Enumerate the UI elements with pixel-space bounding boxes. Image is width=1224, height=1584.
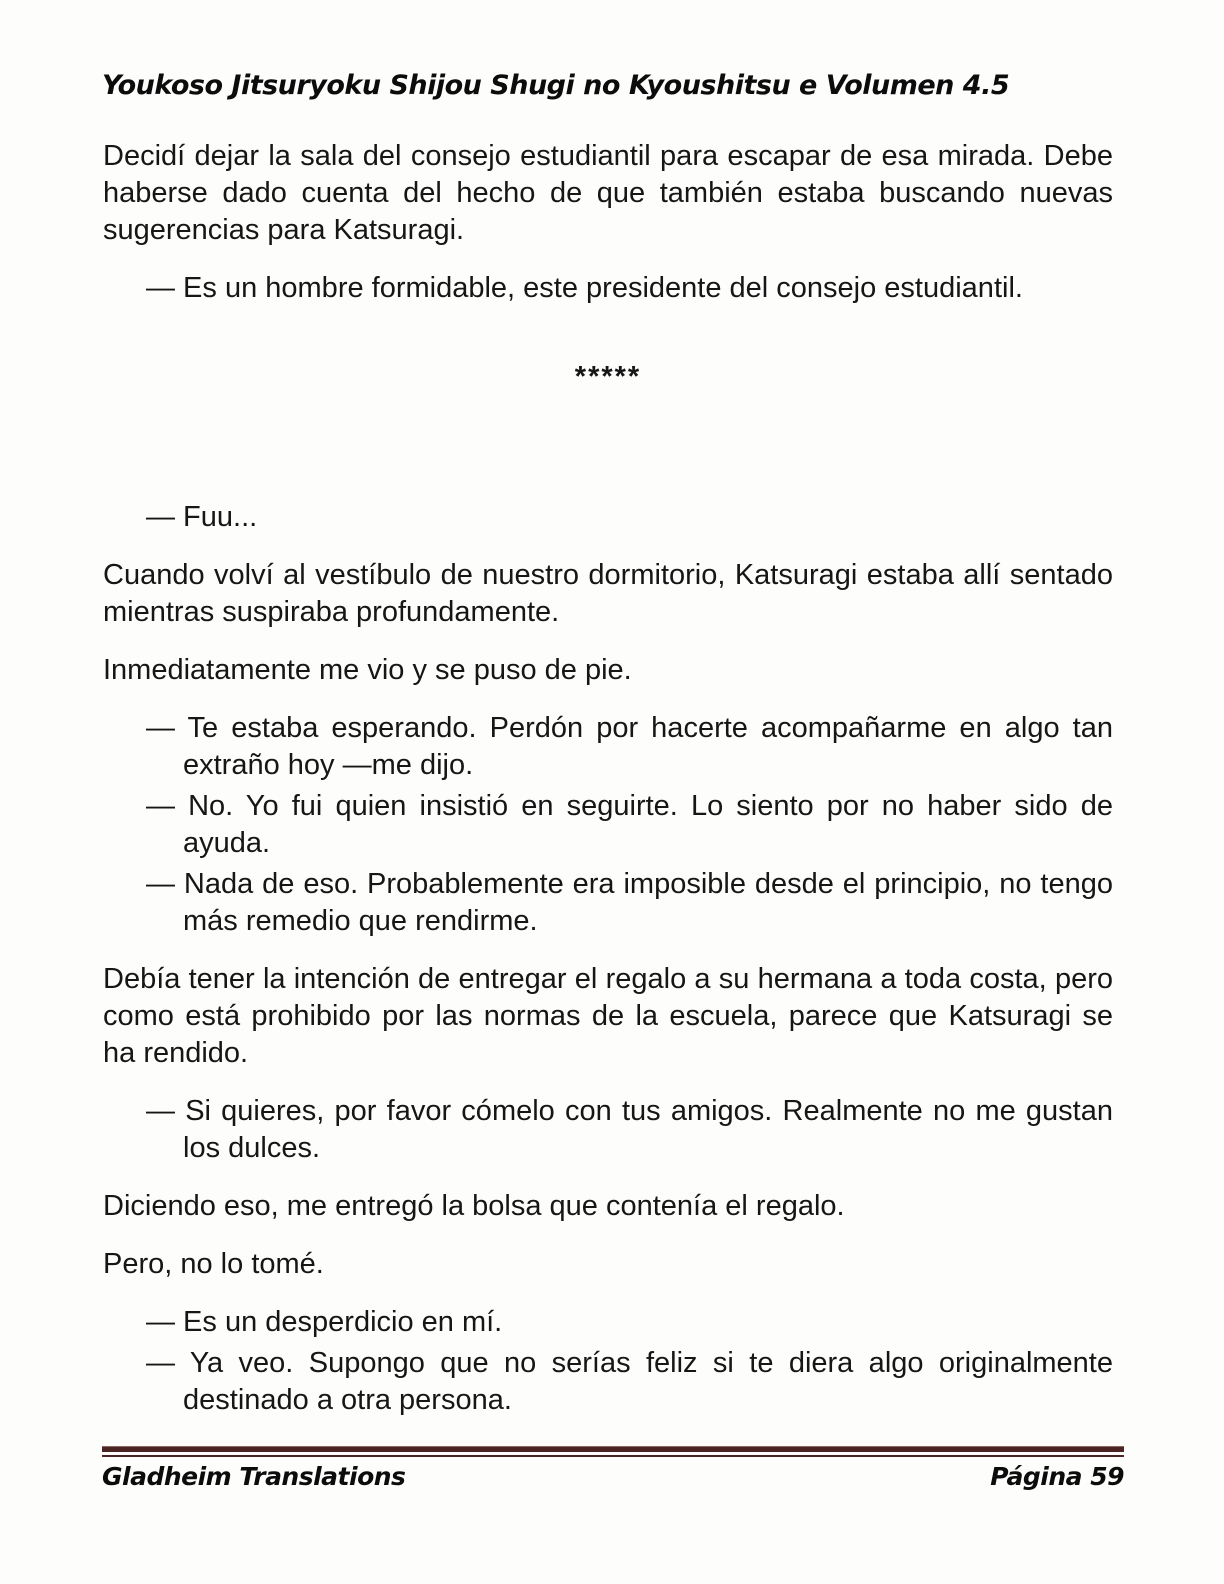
page-footer xyxy=(102,1446,1124,1491)
footer-translator: Gladheim Translations xyxy=(102,1462,406,1491)
dialogue-line: — Es un desperdicio en mí. xyxy=(146,1306,503,1338)
paragraph: Cuando volví al vestíbulo de nuestro dormitorio, Katsuragi estaba allí sentado mientras suspiraba profundamente. xyxy=(103,559,1113,628)
paragraph: Decidí dejar la sala del consejo estudiantil para escapar de esa mirada. Debe haberse dado cuenta del hecho de que también estaba buscando nuevas sugerencias para Katsuragi. xyxy=(103,140,1113,246)
dialogue-line: — Es un hombre formidable, este presidente del consejo estudiantil. xyxy=(146,272,1023,304)
dialogue-line: — Fuu... xyxy=(146,501,258,533)
dialogue-line: — Si quieres, por favor cómelo con tus amigos. Realmente no me gustan los dulces. xyxy=(146,1095,1113,1164)
page-body xyxy=(103,138,1113,1440)
dialogue-line: — Nada de eso. Probablemente era imposible desde el principio, no tengo más remedio que rendirme. xyxy=(146,868,1113,937)
dialogue-line: — Ya veo. Supongo que no serías feliz si te diera algo originalmente destinado a otra persona. xyxy=(146,1347,1113,1416)
dialogue-line: — No. Yo fui quien insistió en seguirte. Lo siento por no haber sido de ayuda. xyxy=(146,790,1113,859)
paragraph: Inmediatamente me vio y se puso de pie. xyxy=(103,654,632,686)
footer-page-number: Página 59 xyxy=(990,1462,1124,1491)
paragraph: Pero, no lo tomé. xyxy=(103,1248,324,1280)
footer-rule-thin xyxy=(102,1455,1124,1457)
dialogue-group xyxy=(103,1304,1113,1419)
dialogue-group xyxy=(103,710,1113,940)
page-header-title: Youkoso Jitsuryoku Shijou Shugi no Kyoushitsu e Volumen 4.5 xyxy=(102,70,1010,101)
paragraph: Debía tener la intención de entregar el regalo a su hermana a toda costa, pero como está prohibido por las normas de la escuela, parece que Katsuragi se ha rendido. xyxy=(103,963,1113,1069)
dialogue-line: — Te estaba esperando. Perdón por hacerte acompañarme en algo tan extraño hoy —me dijo. xyxy=(146,712,1113,781)
scene-separator: ***** xyxy=(574,361,642,393)
paragraph: Diciendo eso, me entregó la bolsa que contenía el regalo. xyxy=(103,1190,845,1222)
